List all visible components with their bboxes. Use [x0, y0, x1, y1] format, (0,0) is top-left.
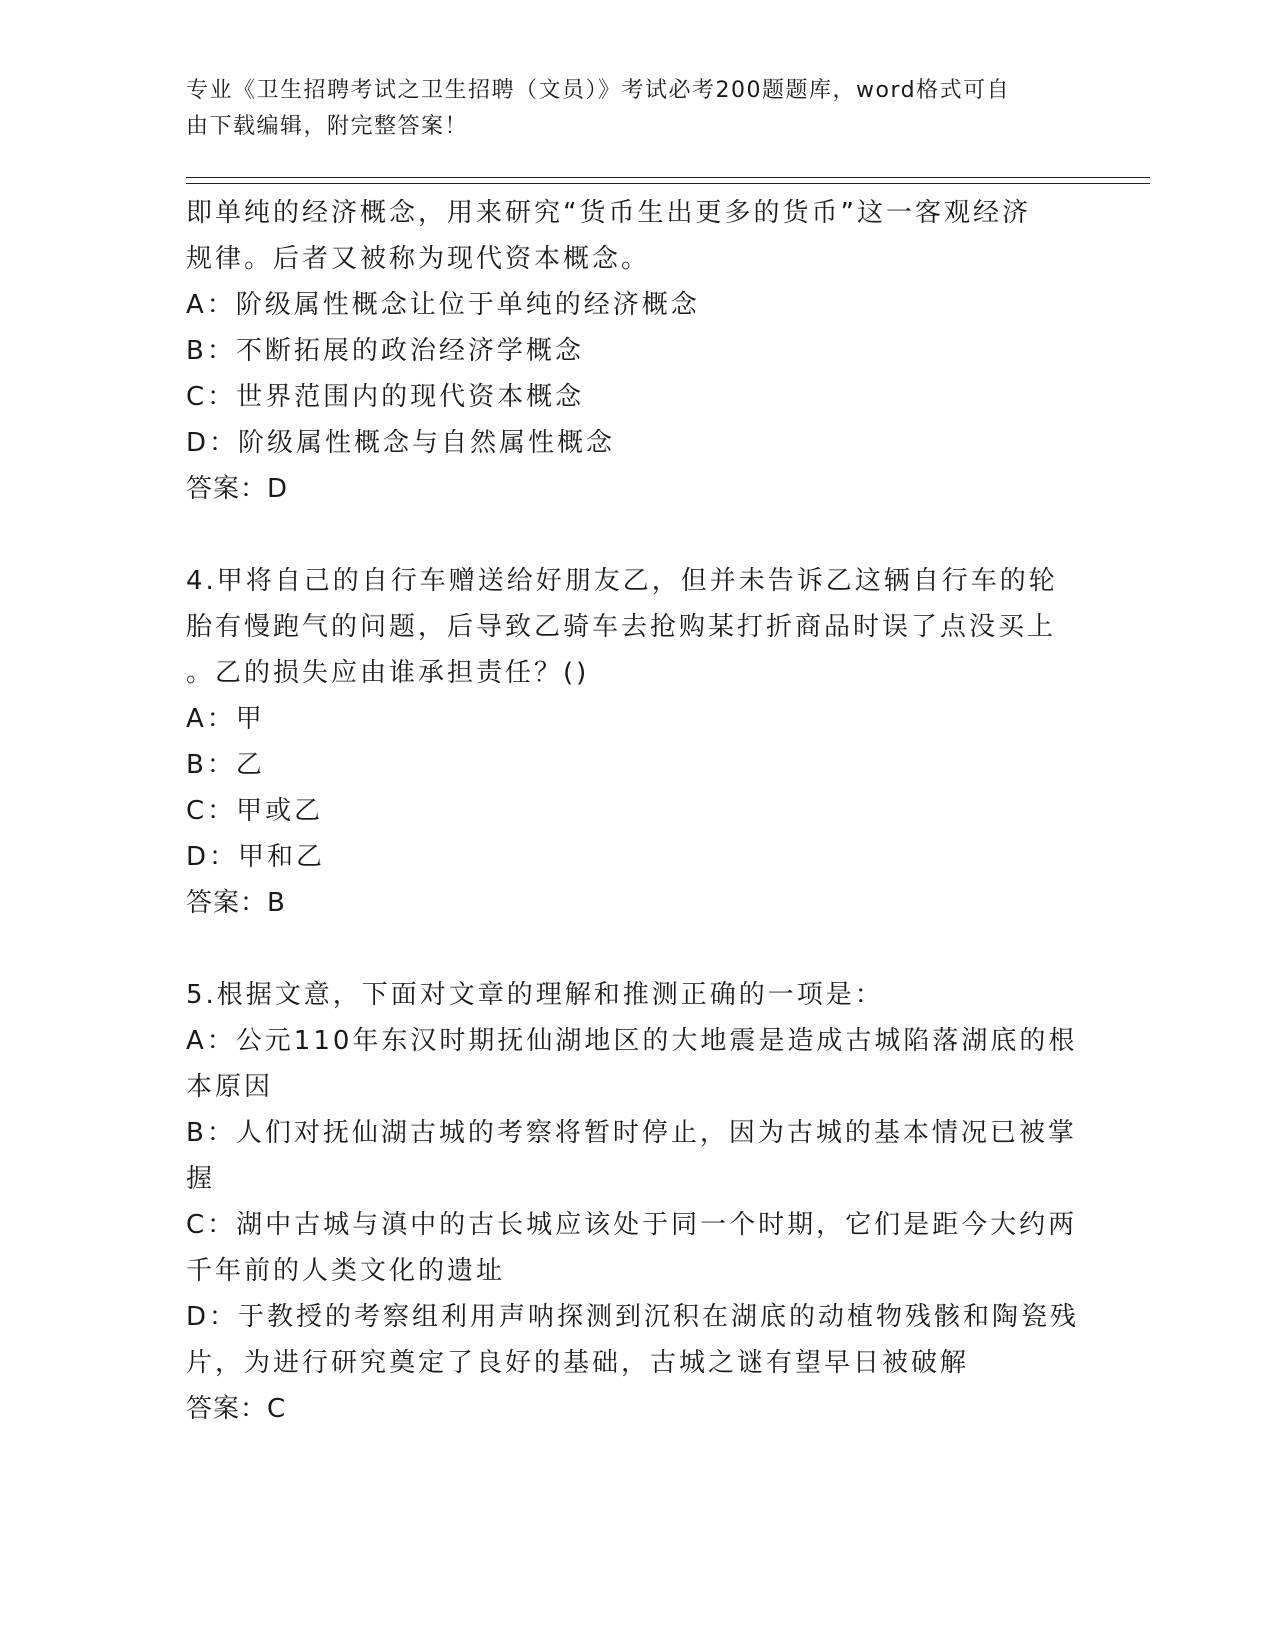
question-5: [186, 972, 1086, 1432]
question-text-line: 即单纯的经济概念，用来研究“货币生出更多的货币”这一客观经济: [186, 198, 1031, 228]
option-c: C：甲或乙: [186, 796, 324, 826]
option-a: A：甲: [186, 704, 265, 734]
question-3: [186, 190, 1086, 512]
option-a: A：阶级属性概念让位于单纯的经济概念: [186, 290, 700, 320]
question-text-line: 胎有慢跑气的问题，后导致乙骑车去抢购某打折商品时误了点没买上: [186, 612, 1057, 642]
option-c: C：世界范围内的现代资本概念: [186, 382, 585, 412]
option-a-continued: 本原因: [186, 1072, 274, 1102]
document-header: [186, 73, 1066, 145]
spacer: [186, 512, 1086, 558]
header-line-2: 由下载编辑，附完整答案！: [186, 114, 469, 139]
option-d: D：甲和乙: [186, 842, 326, 872]
option-b-continued: 握: [186, 1164, 216, 1194]
option-c-continued: 千年前的人类文化的遗址: [186, 1256, 506, 1286]
answer-line: 答案：C: [186, 1394, 287, 1424]
header-line-1: 专业《卫生招聘考试之卫生招聘（文员）》考试必考200题题库，word格式可自: [186, 78, 1011, 103]
option-b: B：人们对抚仙湖古城的考察将暂时停止，因为古城的基本情况已被掌: [186, 1118, 1077, 1148]
answer-line: 答案：D: [186, 474, 289, 504]
question-text-line: 5.根据文意，下面对文章的理解和推测正确的一项是：: [186, 980, 884, 1010]
option-b: B：不断拓展的政治经济学概念: [186, 336, 584, 366]
question-text-line: 4.甲将自己的自行车赠送给好朋友乙，但并未告诉乙这辆自行车的轮: [186, 566, 1058, 596]
header-divider-top: [186, 177, 1150, 178]
option-d-continued: 片，为进行研究奠定了良好的基础，古城之谜有望早日被破解: [186, 1348, 970, 1378]
answer-line: 答案：B: [186, 888, 286, 918]
document-body: [186, 190, 1086, 1432]
header-divider-bottom: [186, 183, 1150, 184]
option-a: A：公元110年东汉时期抚仙湖地区的大地震是造成古城陷落湖底的根: [186, 1026, 1078, 1056]
option-c: C：湖中古城与滇中的古长城应该处于同一个时期，它们是距今大约两: [186, 1210, 1078, 1240]
question-text-line: 规律。后者又被称为现代资本概念。: [186, 244, 651, 274]
question-4: [186, 558, 1086, 926]
option-d: D：于教授的考察组利用声呐探测到沉积在湖底的动植物残骸和陶瓷残: [186, 1302, 1080, 1332]
option-d: D：阶级属性概念与自然属性概念: [186, 428, 616, 458]
spacer: [186, 926, 1086, 972]
option-b: B：乙: [186, 750, 265, 780]
question-text-line: 。乙的损失应由谁承担责任？(): [186, 658, 590, 688]
